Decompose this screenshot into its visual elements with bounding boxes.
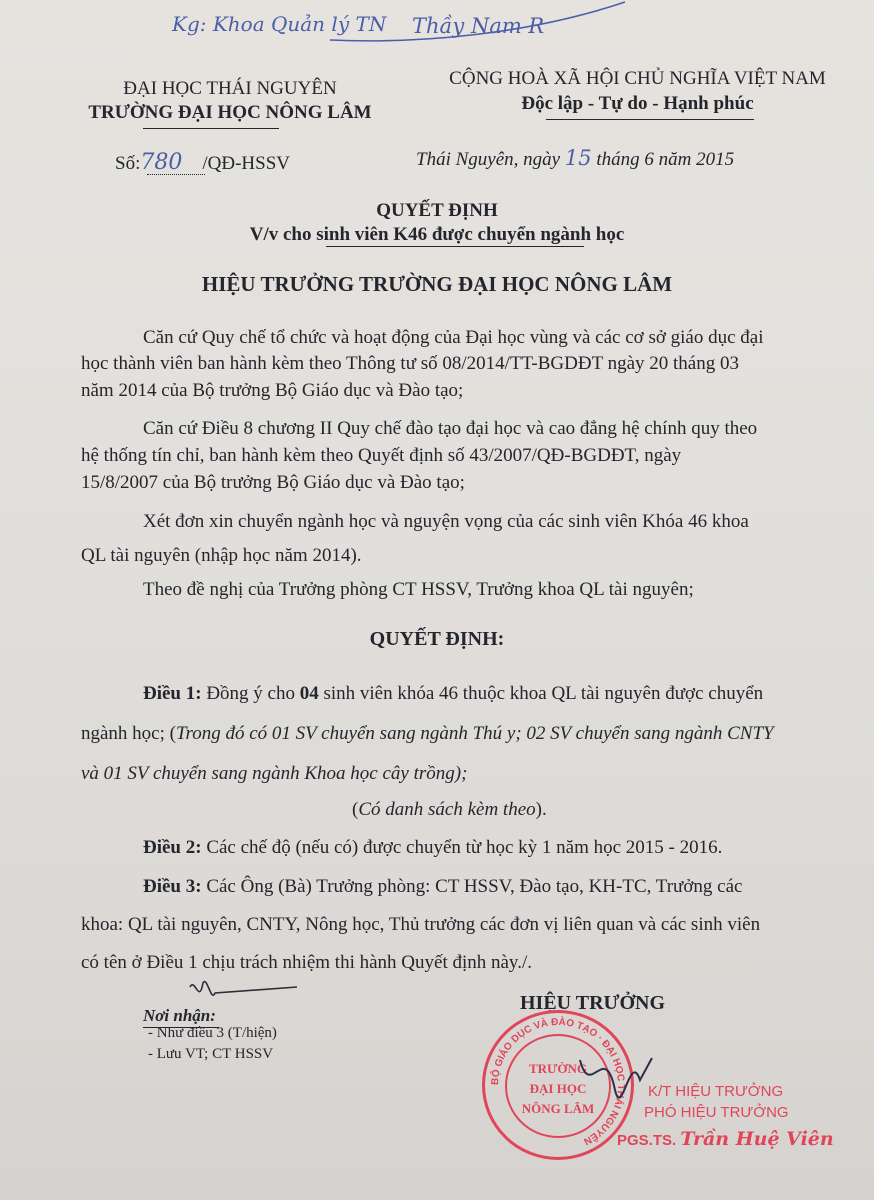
attach-text: Có danh sách kèm theo (358, 799, 536, 820)
preamble-4: Theo đề nghị của Trưởng phòng CT HSSV, Trưởng khoa QL tài nguyên; (143, 579, 694, 600)
handwritten-recipient-note: Thầy Nam R (412, 14, 545, 38)
number-dotted-line (147, 174, 205, 175)
preamble-3-line-1: Xét đơn xin chuyển ngành học và nguyện vọng của các sinh viên Khóa 46 khoa (143, 511, 749, 532)
article-1-line-2 (81, 721, 774, 746)
issuing-authority: HIỆU TRƯỞNG TRƯỜNG ĐẠI HỌC NÔNG LÂM (201, 272, 673, 296)
recipient-1: - Như điều 3 (T/hiện) (148, 1025, 277, 1041)
number-prefix: Số: (115, 153, 141, 174)
school-name: TRƯỜNG ĐẠI HỌC NÔNG LÂM (88, 102, 372, 123)
svg-text:TRƯỜNG: TRƯỜNG (528, 1061, 588, 1076)
article-3-text: Các Ông (Bà) Trưởng phòng: CT HSSV, Đào tạo, KH-TC, Trưởng các (201, 876, 743, 897)
date-prefix: Thái Nguyên, ngày (416, 149, 561, 170)
signatory-title: HIỆU TRƯỞNG (520, 992, 666, 1014)
subject-rule (326, 246, 584, 247)
article-1-text-a: Đồng ý cho (201, 683, 300, 704)
issue-date (416, 146, 734, 171)
attach-open: ( (352, 799, 359, 820)
article-2-label: Điều 2: (143, 837, 202, 858)
country-name: CỘNG HOÀ XÃ HỘI CHỦ NGHĨA VIỆT NAM (449, 68, 826, 89)
preamble-2-line-2: hệ thống tín chỉ, ban hành kèm theo Quyết định số 43/2007/QĐ-BGDĐT, ngày (81, 445, 682, 466)
decision-heading: QUYẾT ĐỊNH: (369, 628, 505, 650)
deputy-line-2: PHÓ HIỆU TRƯỞNG (644, 1104, 789, 1121)
handwritten-day: 15 (564, 146, 592, 170)
article-3-line-1 (143, 874, 742, 899)
date-suffix: tháng 6 năm 2015 (596, 149, 735, 170)
preamble-2-line-1: Căn cứ Điều 8 chương II Quy chế đào tạo đại học và cao đẳng hệ chính quy theo (143, 418, 758, 439)
article-1-attachment-note (352, 797, 547, 822)
article-3-line-2: khoa: QL tài nguyên, CNTY, Nông học, Thủ trưởng các đơn vị liên quan và các sinh viên (81, 914, 761, 935)
document-subject: V/v cho sinh viên K46 được chuyển ngành học (249, 224, 625, 245)
article-2 (143, 835, 722, 860)
svg-text:NÔNG LÂM: NÔNG LÂM (521, 1101, 595, 1116)
signatory-name-text: Trần Huệ Viên (680, 1128, 834, 1150)
signatory-degree: PGS.TS. (617, 1132, 677, 1149)
article-3-label: Điều 3: (143, 876, 202, 897)
header-left-rule (143, 128, 279, 129)
header-right-rule (546, 119, 754, 120)
number-suffix: /QĐ-HSSV (202, 153, 290, 174)
article-1-line-2-italic: Trong đó có 01 SV chuyển sang ngành Thú y; 02 SV chuyển sang ngành CNTY (175, 723, 774, 744)
initials-scribble (185, 975, 305, 1015)
ministry-name: ĐẠI HỌC THÁI NGUYÊN (123, 78, 337, 99)
recipients-label: Nơi nhận: (143, 1006, 216, 1025)
preamble-1-line-3: năm 2014 của Bộ trưởng Bộ Giáo dục và Đào tạo; (81, 380, 464, 401)
national-motto: Độc lập - Tự do - Hạnh phúc (521, 93, 754, 114)
article-1-line-2-plain: ngành học; ( (81, 723, 176, 744)
decision-number (115, 150, 290, 175)
attach-close: ). (535, 799, 547, 820)
preamble-2-line-3: 15/8/2007 của Bộ trưởng Bộ Giáo dục và Đào tạo; (81, 472, 465, 493)
preamble-3-line-2: QL tài nguyên (nhập học năm 2014). (81, 545, 362, 566)
document-type-heading: QUYẾT ĐỊNH (376, 200, 498, 221)
article-1-line-3: và 01 SV chuyển sang ngành Khoa học cây trồng); (81, 763, 468, 784)
handwritten-stroke (300, 0, 630, 60)
article-1-label: Điều 1: (143, 683, 202, 704)
svg-text:ĐẠI HỌC: ĐẠI HỌC (529, 1081, 587, 1096)
article-3-line-3: có tên ở Điều 1 chịu trách nhiệm thi hành Quyết định này./. (81, 952, 532, 973)
preamble-1-line-1: Căn cứ Quy chế tổ chức và hoạt động của Đại học vùng và các cơ sở giáo dục đại (143, 327, 764, 348)
handwritten-routing-note: Kg: Khoa Quản lý TN (172, 12, 387, 36)
signatory-name (617, 1128, 834, 1150)
svg-text:BỘ GIÁO DỤC VÀ ĐÀO TẠO · ĐẠI H: BỘ GIÁO DỤC VÀ ĐÀO TẠO · ĐẠI HỌC THÁI NGUYÊN (489, 1016, 627, 1147)
article-2-text: Các chế độ (nếu có) được chuyển từ học kỳ 1 năm học 2015 - 2016. (201, 837, 723, 858)
recipient-2: - Lưu VT; CT HSSV (148, 1046, 274, 1062)
deputy-line-1: K/T HIỆU TRƯỞNG (648, 1083, 784, 1100)
article-1-line-1 (143, 681, 763, 706)
article-1-text-b: sinh viên khóa 46 thuộc khoa QL tài nguyên được chuyển (318, 683, 764, 704)
article-1-count: 04 (299, 683, 319, 704)
handwritten-number: 780 (140, 150, 183, 175)
preamble-1-line-2: học thành viên ban hành kèm theo Thông tư số 08/2014/TT-BGDĐT ngày 20 tháng 03 (81, 353, 739, 374)
